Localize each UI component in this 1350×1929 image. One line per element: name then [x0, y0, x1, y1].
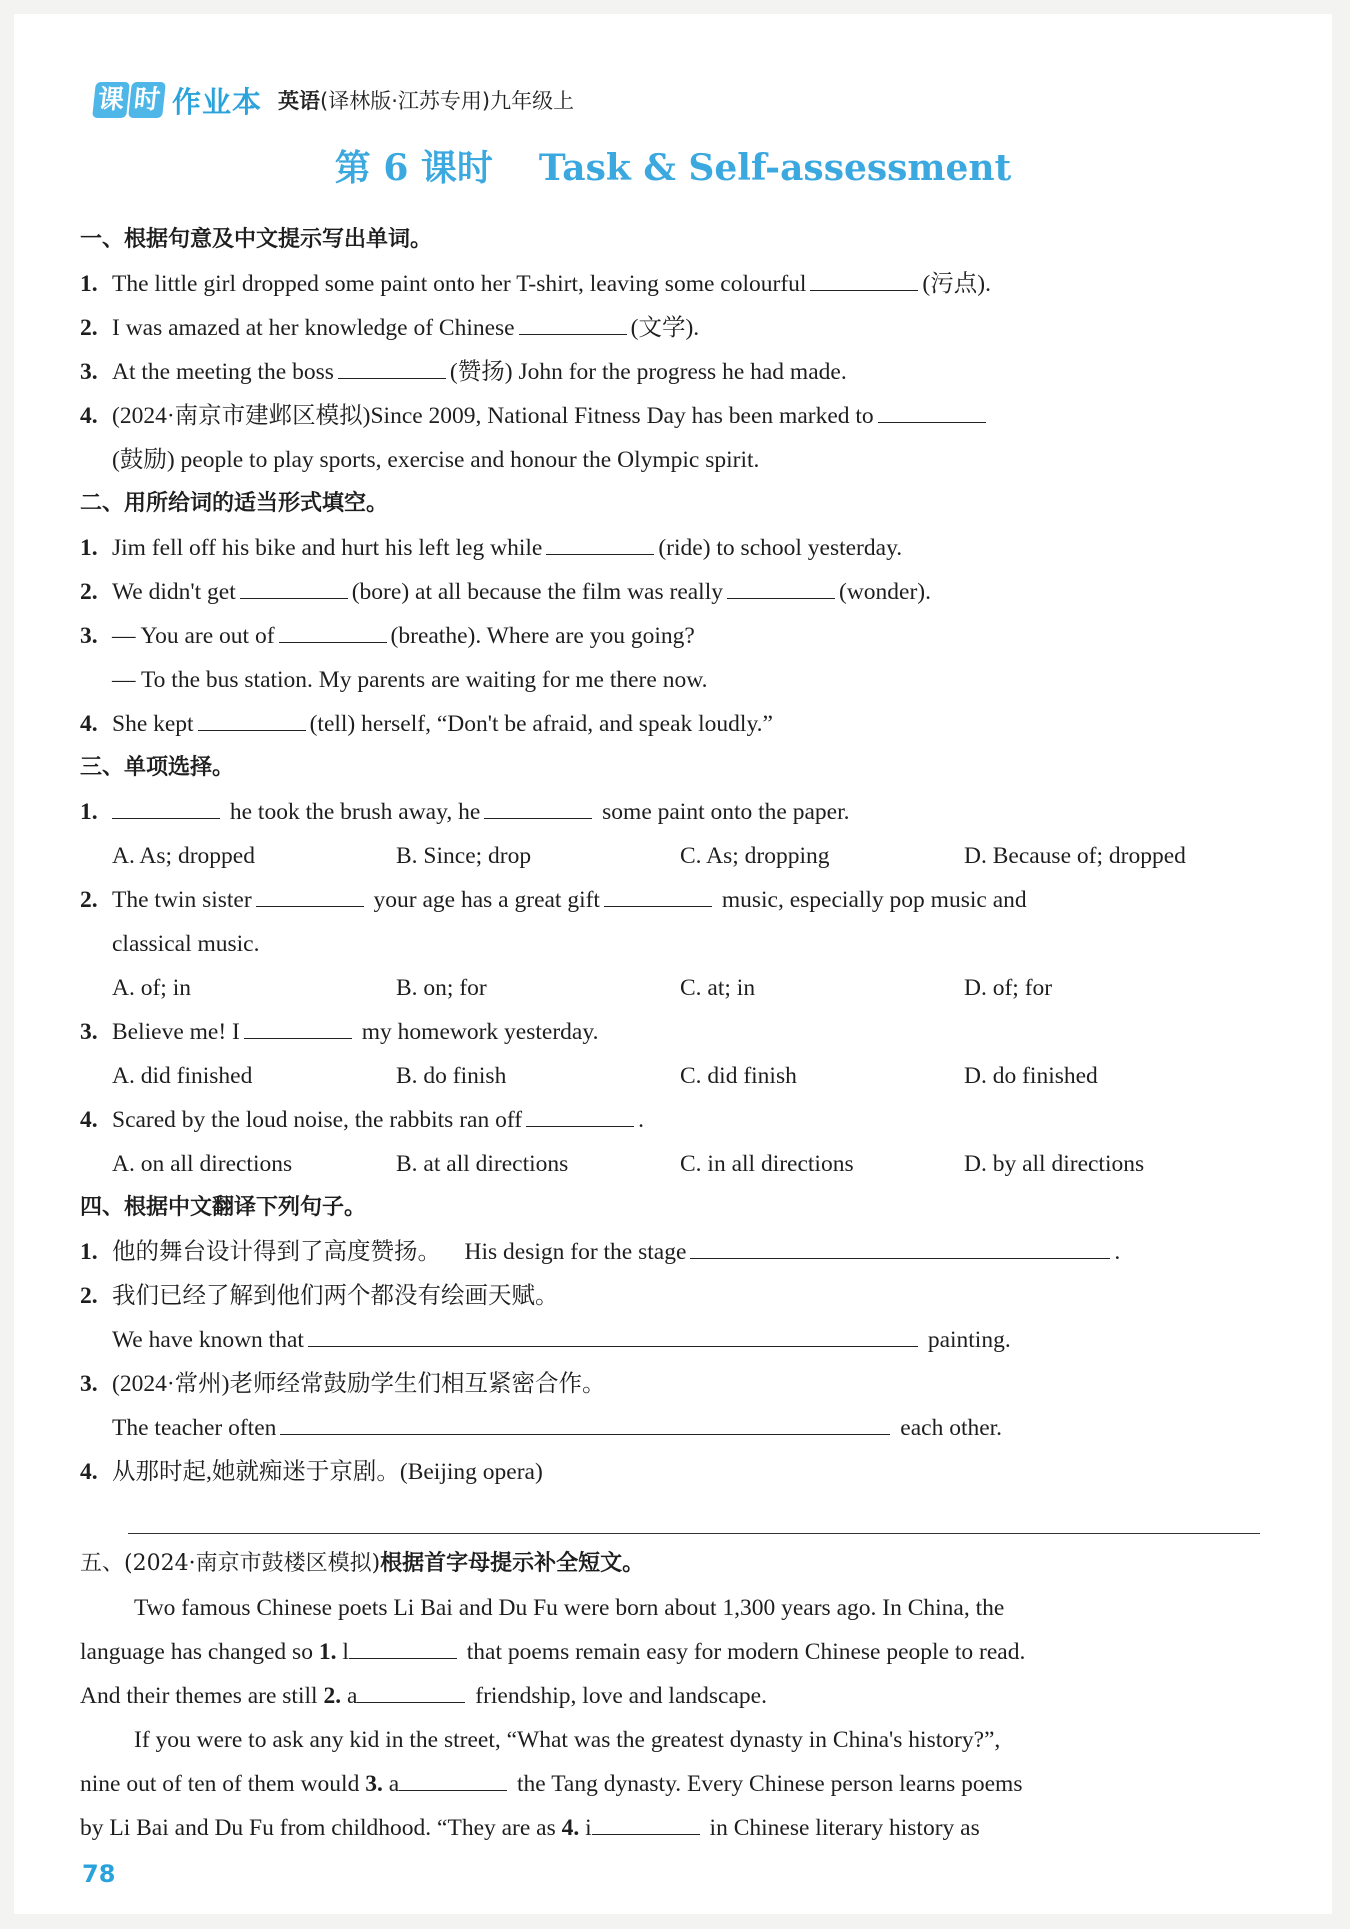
passage-text: in Chinese literary history as	[709, 1815, 980, 1841]
first-letter-hint: a	[346, 1683, 358, 1709]
question-text: — You are out of	[112, 623, 275, 649]
chinese-sentence: 我们已经了解到他们两个都没有绘画天赋。	[112, 1283, 559, 1309]
first-letter-hint: l	[342, 1639, 349, 1665]
passage-text: nine out of ten of them would	[80, 1771, 360, 1797]
option-a[interactable]: A. of; in	[112, 975, 191, 1001]
passage-text: by Li Bai and Du Fu from childhood. “They are as	[80, 1815, 556, 1841]
answer-blank[interactable]	[308, 1324, 918, 1347]
option-c[interactable]: C. did finish	[680, 1063, 797, 1089]
option-a[interactable]: A. did finished	[112, 1063, 253, 1089]
answer-options	[80, 1054, 1270, 1098]
passage-line: If you were to ask any kid in the street, “What was the greatest dynasty in China's history?”,	[134, 1727, 1001, 1753]
passage-text: that poems remain easy for modern Chinese people to read.	[466, 1639, 1026, 1665]
section-heading	[80, 1542, 1270, 1586]
question-item	[80, 526, 1270, 570]
question-text: (2024·南京市建邺区模拟)Since 2009, National Fitness Day has been marked to	[112, 403, 874, 429]
answer-blank[interactable]	[604, 884, 712, 907]
question-item	[80, 1010, 1270, 1054]
question-text: At the meeting the boss	[112, 359, 334, 385]
question-item	[80, 790, 1270, 834]
question-text: music, especially pop music and	[721, 887, 1027, 913]
question-text: he took the brush away, he	[229, 799, 481, 825]
answer-blank[interactable]	[399, 1768, 507, 1791]
brand-name: 作业本	[172, 84, 263, 119]
question-continuation: classical music.	[112, 931, 260, 957]
answer-blank[interactable]	[349, 1636, 457, 1659]
question-number: 1.	[80, 799, 98, 825]
section-heading: 二、用所给词的适当形式填空。	[80, 491, 389, 516]
translation-answer-line	[80, 1318, 1270, 1362]
question-text: I was amazed at her knowledge of Chinese	[112, 315, 515, 341]
answer-options	[80, 966, 1270, 1010]
question-item	[80, 350, 1270, 394]
option-a[interactable]: A. on all directions	[112, 1151, 293, 1177]
question-text: (wonder).	[839, 579, 932, 605]
option-c[interactable]: C. in all directions	[680, 1151, 854, 1177]
question-text: Scared by the loud noise, the rabbits ran off	[112, 1107, 523, 1133]
edition: (译林版·江苏专用)九年级上	[320, 89, 575, 113]
question-text: The little girl dropped some paint onto her T-shirt, leaving some colourful	[112, 271, 807, 297]
question-continuation: (鼓励) people to play sports, exercise and honour the Olympic spirit.	[112, 447, 760, 473]
brand-logo	[94, 82, 166, 118]
passage-text: the Tang dynasty. Every Chinese person learns poems	[517, 1771, 1023, 1797]
passage-text: friendship, love and landscape.	[475, 1683, 767, 1709]
question-number: 4.	[80, 403, 98, 429]
answer-options	[80, 834, 1270, 878]
question-number: 1.	[80, 535, 98, 561]
question-text: Believe me! I	[112, 1019, 240, 1045]
chinese-sentence: 从那时起,她就痴迷于京剧。(Beijing opera)	[112, 1459, 543, 1485]
passage-text: language has changed so	[80, 1639, 313, 1665]
question-item	[80, 878, 1270, 922]
question-number: 3.	[80, 623, 98, 649]
question-number: 2.	[80, 315, 98, 341]
answer-blank[interactable]	[690, 1236, 1110, 1259]
full-answer-line[interactable]	[80, 1494, 1270, 1542]
subject: 英语	[278, 89, 321, 113]
question-text: (ride) to school yesterday.	[658, 535, 903, 561]
question-item	[80, 570, 1270, 614]
translation-item	[80, 1362, 1270, 1406]
question-text: (污点).	[922, 271, 991, 297]
question-item	[80, 614, 1270, 658]
answer-blank[interactable]	[280, 1412, 890, 1435]
question-number: 1.	[80, 271, 98, 297]
question-item	[80, 394, 1270, 438]
question-item	[80, 306, 1270, 350]
chinese-sentence: 他的舞台设计得到了高度赞扬。	[112, 1239, 441, 1265]
answer-blank[interactable]	[519, 312, 627, 335]
section-heading: 三、单项选择。	[80, 755, 235, 780]
translation-answer-line	[80, 1406, 1270, 1450]
question-text: (赞扬) John for the progress he had made.	[449, 359, 847, 385]
passage-line	[80, 1762, 1270, 1806]
blank-number: 2.	[323, 1683, 342, 1709]
passage-line	[80, 1630, 1270, 1674]
option-b[interactable]: B. at all directions	[396, 1151, 569, 1177]
question-text: She kept	[112, 711, 194, 737]
sentence-end: painting.	[927, 1327, 1011, 1353]
answer-blank[interactable]	[484, 796, 592, 819]
question-item	[80, 1098, 1270, 1142]
question-number: 2.	[80, 579, 98, 605]
question-text: (文学).	[630, 315, 700, 341]
answer-blank[interactable]	[592, 1812, 700, 1835]
question-number: 2.	[80, 1283, 98, 1309]
blank-number: 1.	[318, 1639, 337, 1665]
blank-number: 3.	[365, 1771, 383, 1797]
answer-blank[interactable]	[546, 532, 654, 555]
answer-blank[interactable]	[727, 576, 835, 599]
option-b[interactable]: B. do finish	[396, 1063, 507, 1089]
question-number: 3.	[80, 1371, 98, 1397]
question-number: 4.	[80, 1459, 98, 1485]
question-number: 3.	[80, 359, 98, 385]
logo-char: 时	[128, 82, 166, 118]
book-info	[278, 85, 574, 115]
section-heading: 四、根据中文翻译下列句子。	[80, 1195, 367, 1220]
translation-item	[80, 1230, 1270, 1274]
section-instruction: 根据首字母提示补全短文。	[380, 1551, 645, 1576]
english-prompt: The teacher often	[112, 1415, 277, 1441]
translation-item	[80, 1274, 1270, 1318]
lesson-number: 第 6 课时	[334, 147, 493, 189]
answer-blank[interactable]	[338, 356, 446, 379]
question-text: (tell) herself, “Don't be afraid, and speak loudly.”	[309, 711, 773, 737]
option-c[interactable]: C. As; dropping	[680, 843, 830, 869]
first-letter-hint: a	[388, 1771, 400, 1797]
answer-blank[interactable]	[810, 268, 918, 291]
passage-line	[80, 1674, 1270, 1718]
question-text: (breathe). Where are you going?	[390, 623, 695, 649]
question-text: some paint onto the paper.	[602, 799, 850, 825]
question-number: 2.	[80, 887, 98, 913]
question-number: 1.	[80, 1239, 98, 1265]
page-header	[94, 78, 574, 122]
question-item	[80, 262, 1270, 306]
option-d[interactable]: D. do finished	[964, 1063, 1098, 1089]
question-number: 4.	[80, 1107, 98, 1133]
question-text: We didn't get	[112, 579, 236, 605]
question-text: (bore) at all because the film was really	[351, 579, 723, 605]
question-continuation: — To the bus station. My parents are waiting for me there now.	[112, 667, 708, 693]
question-text: The twin sister	[112, 887, 252, 913]
chinese-sentence: (2024·常州)老师经常鼓励学生们相互紧密合作。	[112, 1371, 606, 1397]
answer-options	[80, 1142, 1270, 1186]
answer-blank[interactable]	[240, 576, 348, 599]
option-b[interactable]: B. on; for	[396, 975, 487, 1001]
logo-char: 课	[92, 82, 130, 118]
passage-text: And their themes are still	[80, 1683, 318, 1709]
question-text: Jim fell off his bike and hurt his left leg while	[112, 535, 543, 561]
page-title	[14, 140, 1332, 191]
passage-line: Two famous Chinese poets Li Bai and Du Fu were born about 1,300 years ago. In China, the	[134, 1595, 1005, 1621]
answer-blank[interactable]	[526, 1104, 634, 1127]
option-d[interactable]: D. of; for	[964, 975, 1053, 1001]
lesson-topic: Task & Self-assessment	[538, 147, 1012, 189]
worksheet-page	[14, 14, 1332, 1914]
section-source: 五、(2024·南京市鼓楼区模拟)	[80, 1551, 381, 1576]
question-text: my homework yesterday.	[361, 1019, 599, 1045]
answer-blank[interactable]	[112, 796, 220, 819]
translation-item	[80, 1450, 1270, 1494]
question-text: your age has a great gift	[373, 887, 600, 913]
answer-blank[interactable]	[256, 884, 364, 907]
sentence-end: each other.	[900, 1415, 1003, 1441]
question-number: 4.	[80, 711, 98, 737]
english-prompt: His design for the stage	[464, 1239, 687, 1265]
english-prompt: We have known that	[112, 1327, 304, 1353]
answer-blank[interactable]	[357, 1680, 465, 1703]
option-b[interactable]: B. Since; drop	[396, 843, 532, 869]
exercise-content	[80, 218, 1270, 1850]
section-heading: 一、根据句意及中文提示写出单词。	[80, 227, 433, 252]
sentence-end: .	[1114, 1239, 1121, 1265]
answer-blank[interactable]	[198, 708, 306, 731]
passage-line	[80, 1806, 1270, 1850]
option-c[interactable]: C. at; in	[680, 975, 756, 1001]
page-number: 78	[82, 1860, 116, 1888]
option-d[interactable]: D. Because of; dropped	[964, 843, 1186, 869]
blank-number: 4.	[561, 1815, 580, 1841]
answer-blank[interactable]	[244, 1016, 352, 1039]
question-item	[80, 702, 1270, 746]
answer-blank[interactable]	[279, 620, 387, 643]
question-number: 3.	[80, 1019, 98, 1045]
answer-blank[interactable]	[878, 400, 986, 423]
option-d[interactable]: D. by all directions	[964, 1151, 1145, 1177]
first-letter-hint: i	[585, 1815, 592, 1841]
option-a[interactable]: A. As; dropped	[112, 843, 255, 869]
question-text: .	[638, 1107, 644, 1133]
